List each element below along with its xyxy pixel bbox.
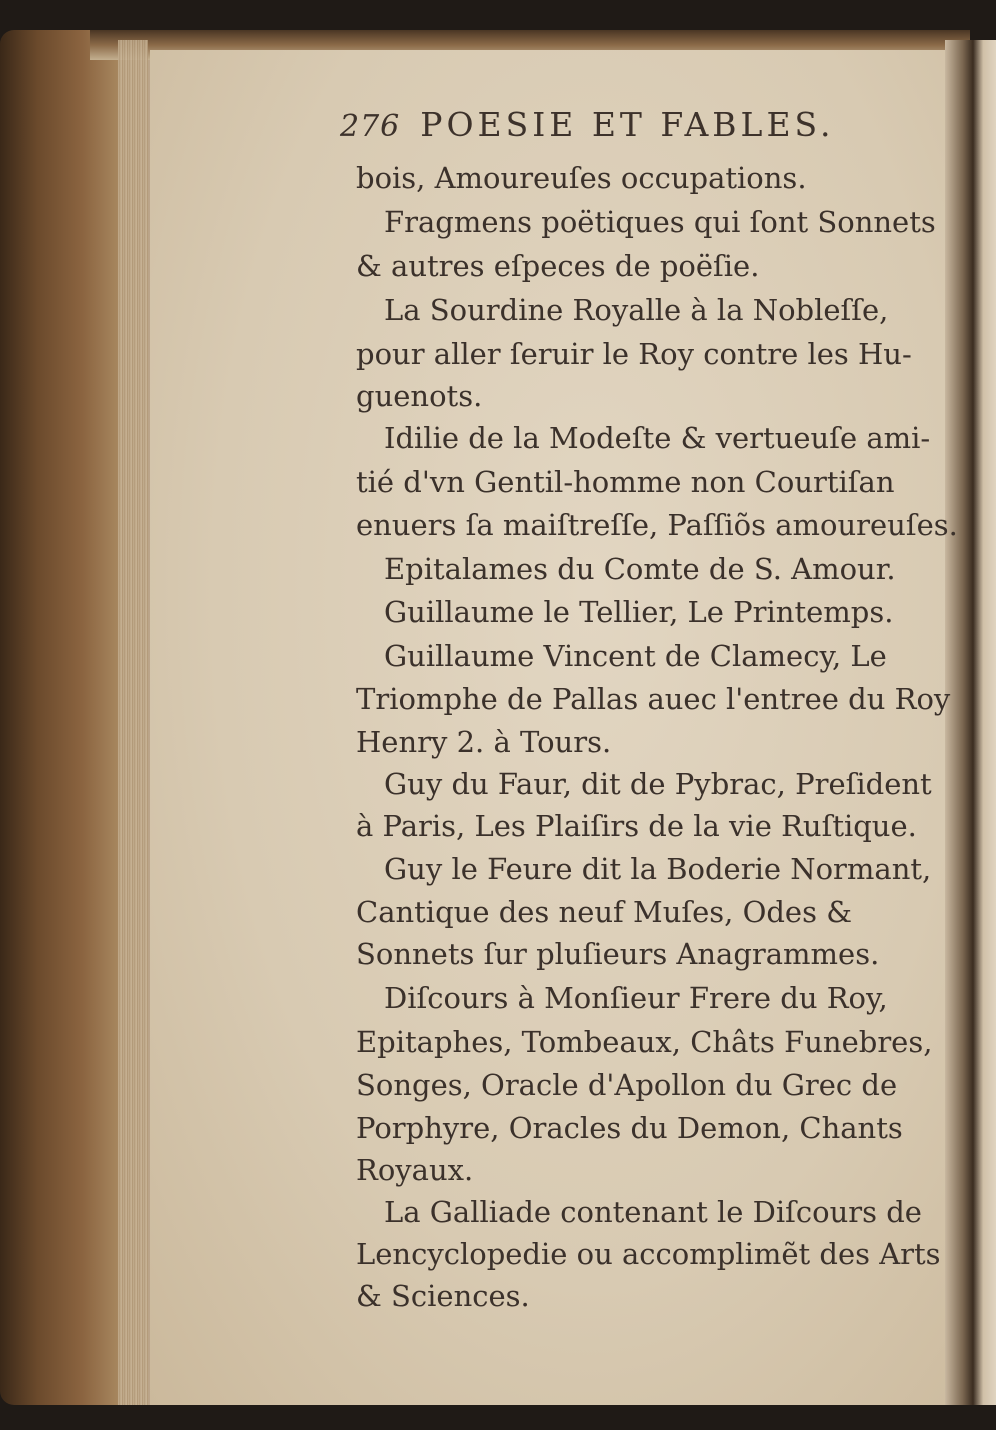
text-line: Epitaphes, Tombeaux, Châts Funebres, <box>356 1025 933 1059</box>
text-line: à Paris, Les Plaiſirs de la vie Ruſtique. <box>356 809 917 843</box>
text-line: Guillaume Vincent de Clamecy, Le <box>384 639 887 673</box>
text-line: Cantique des neuf Muſes, Odes & <box>356 895 853 929</box>
text-line: La Galliade contenant le Diſcours de <box>384 1195 922 1229</box>
text-line: Lencyclopedie ou accomplimẽt des Arts <box>356 1237 941 1271</box>
text-line: Songes, Oracle d'Apollon du Grec de <box>356 1068 898 1102</box>
text-line: Guillaume le Tellier, Le Printemps. <box>384 595 894 629</box>
text-line: tié d'vn Gentil-homme non Courtiſan <box>356 465 895 499</box>
text-line: Diſcours à Monſieur Frere du Roy, <box>384 981 888 1015</box>
text-line: Epitalames du Comte de S. Amour. <box>384 552 896 586</box>
text-line: Guy le Feure dit la Boderie Normant, <box>384 852 932 886</box>
book-gutter <box>945 40 996 1405</box>
text-line: Porphyre, Oracles du Demon, Chants <box>356 1111 903 1145</box>
text-line: & Sciences. <box>356 1279 530 1313</box>
text-line: Guy du Faur, dit de Pybrac, Preſident <box>384 767 932 801</box>
text-line: bois, Amoureuſes occupations. <box>356 161 807 195</box>
text-line: Triomphe de Pallas auec l'entree du Roy <box>356 682 951 716</box>
text-line: enuers ſa maiſtreſſe, Paſſiõs amoureuſes. <box>356 508 958 542</box>
page-number: 276 <box>340 109 401 144</box>
running-head <box>340 105 900 161</box>
page-edges <box>118 40 148 1405</box>
text-line: guenots. <box>356 379 483 413</box>
text-line: pour aller ſeruir le Roy contre les Hu- <box>356 337 912 371</box>
text-line: Fragmens poëtiques qui ſont Sonnets <box>384 205 936 239</box>
text-line: Sonnets ſur pluſieurs Anagrammes. <box>356 937 880 971</box>
running-title: POESIE ET FABLES. <box>420 105 835 144</box>
text-line: Idilie de la Modeſte & vertueuſe ami- <box>384 421 931 455</box>
text-line: Royaux. <box>356 1153 474 1187</box>
text-line: Henry 2. à Tours. <box>356 725 612 759</box>
text-line: La Sourdine Royalle à la Nobleſſe, <box>384 293 889 327</box>
text-line: & autres eſpeces de poëſie. <box>356 249 760 283</box>
